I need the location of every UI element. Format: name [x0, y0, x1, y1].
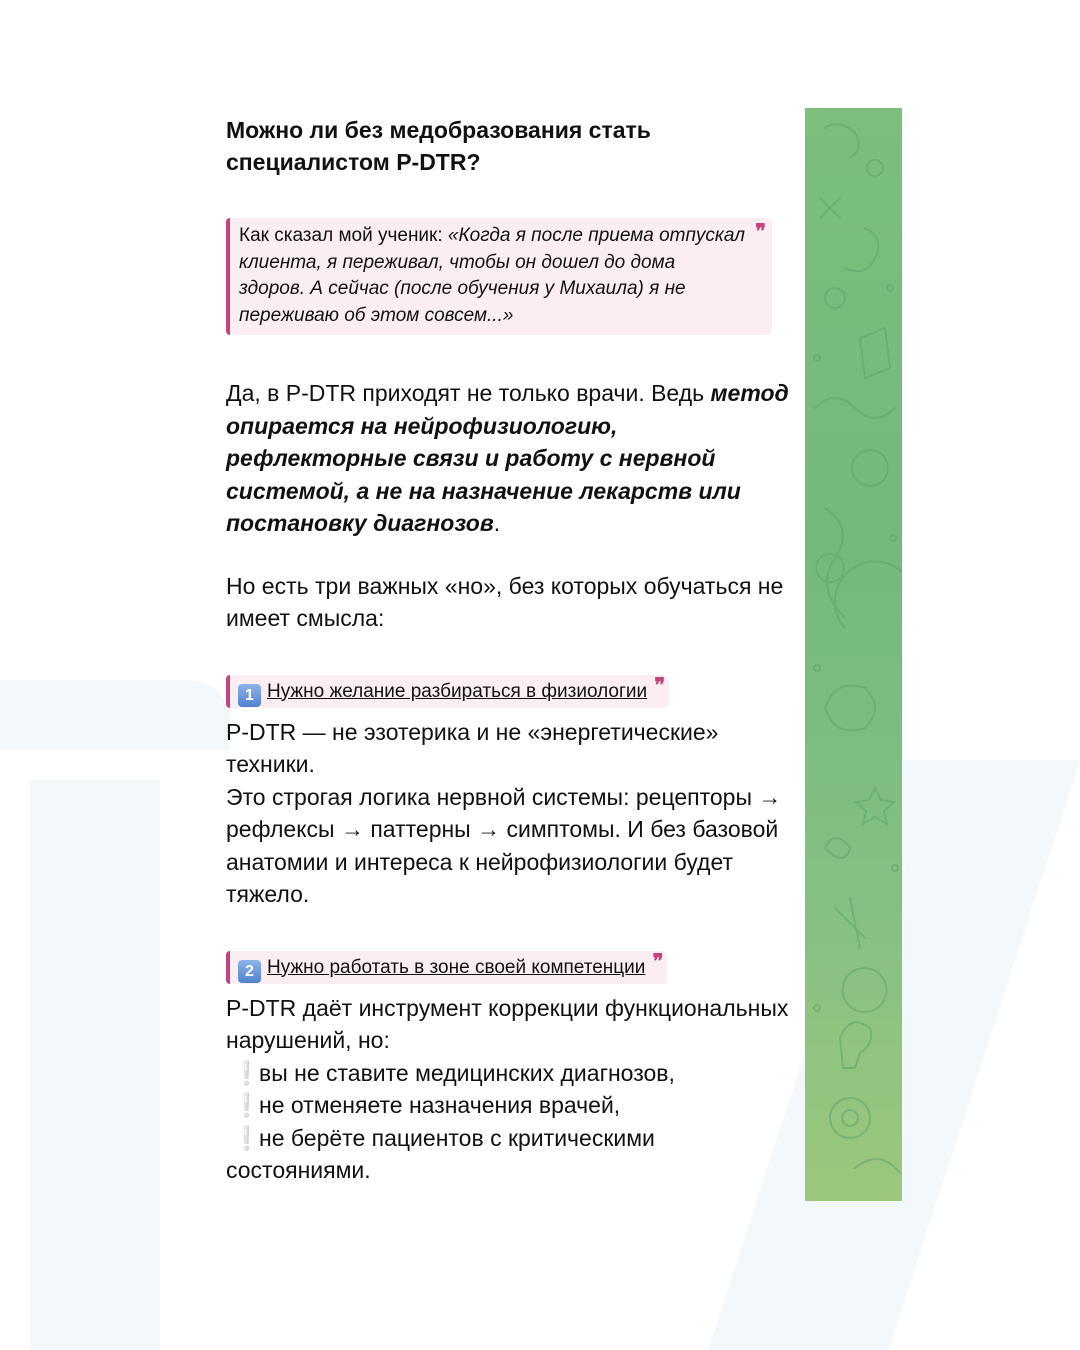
exclamation-icon: ❕: [232, 1092, 261, 1118]
post-title: Можно ли без медобразования стать специалистом P-DTR?: [226, 117, 651, 175]
intro-emphasis: метод опирается на нейрофизиологию, рефлекторные связи и работу с нервной системой, а не на назначение лекарств или постановку диагнозов: [226, 380, 789, 536]
warning-list: [226, 1057, 796, 1187]
point-1-label[interactable]: Нужно желание разбираться в физиологии: [267, 680, 648, 702]
background-decor: [0, 680, 230, 750]
point-2-heading[interactable]: [226, 948, 667, 984]
quote-mark-icon: ❞: [654, 672, 666, 697]
intro-paragraph: [226, 377, 796, 540]
list-item: [226, 1089, 796, 1122]
keycap-1-icon: 1: [238, 684, 261, 707]
list-item-text: вы не ставите медицинских диагнозов,: [259, 1059, 675, 1086]
list-item: [226, 1122, 796, 1187]
point-1-text-line2: Это строгая логика нервной системы: рецепторы → рефлексы → паттерны → симптомы. И без базовой анатомии и интереса к нейрофизиологии будет тяжело.: [226, 783, 782, 907]
list-item: [226, 1057, 796, 1090]
three-buts-paragraph: Но есть три важных «но», без которых обучаться не имеет смысла:: [226, 572, 784, 631]
list-item-text: не берёте пациентов с критическими состояниями.: [226, 1124, 655, 1183]
exclamation-icon: ❕: [232, 1059, 261, 1086]
intro-lead: Да, в P-DTR приходят не только врачи. Ведь: [226, 380, 711, 406]
quote-text: «Когда я после приема отпускал клиента, я переживал, чтобы он дошел до дома здоров. А сейчас (после обучения у Михаила) я не переживаю об этом совсем...»: [239, 225, 745, 326]
quote-mark-icon: ❞: [652, 948, 664, 973]
quote-block: [226, 218, 772, 335]
point-1-text-line1: P-DTR — не эзотерика и не «энергетические» техники.: [226, 718, 719, 777]
keycap-2-icon: 2: [238, 960, 261, 983]
intro-end: .: [493, 510, 501, 536]
background-decor: [30, 780, 160, 1350]
exclamation-icon: ❕: [232, 1124, 261, 1151]
list-item-text: не отменяете назначения врачей,: [259, 1092, 621, 1118]
point-2-label[interactable]: Нужно работать в зоне своей компетенции: [267, 956, 646, 978]
chat-wallpaper-strip: [805, 108, 902, 1201]
point-2-text: P-DTR даёт инструмент коррекции функциональных нарушений, но:: [226, 994, 789, 1053]
quote-mark-icon: ❞: [755, 219, 766, 243]
point-1-heading[interactable]: [226, 672, 669, 708]
quote-lead: Как сказал мой ученик:: [239, 225, 448, 246]
post-content: [226, 114, 796, 1187]
wallpaper-doodles: [805, 108, 902, 1201]
